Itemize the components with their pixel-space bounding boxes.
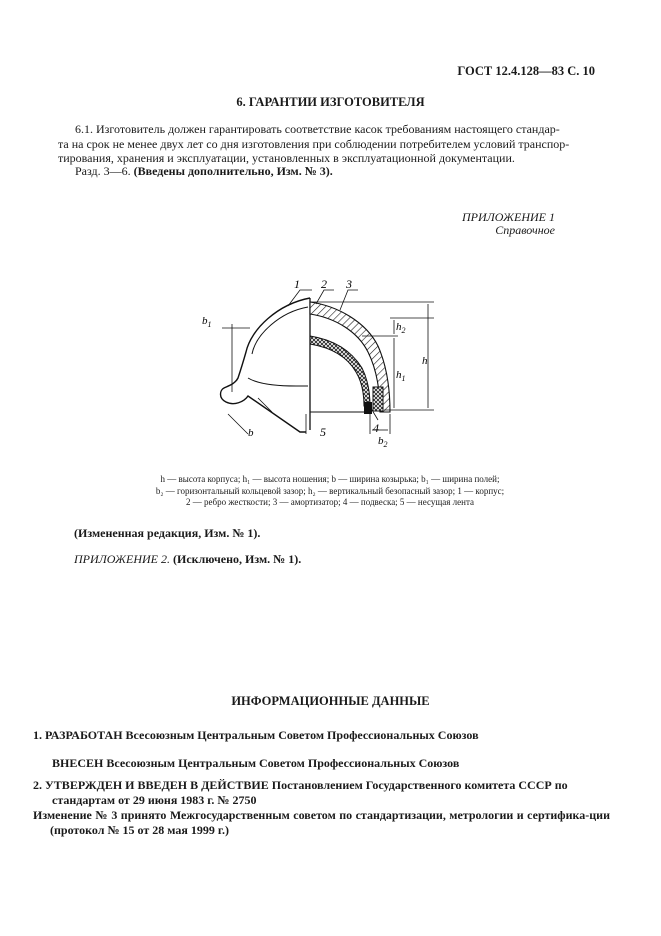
section-title: 6. ГАРАНТИИ ИЗГОТОВИТЕЛЯ bbox=[236, 95, 425, 109]
info-item-1b: ВНЕСЕН Всесоюзным Центральным Советом Профессиональных Союзов bbox=[52, 756, 460, 770]
caption-line: 2 — ребро жесткости; 3 — амортизатор; 4 — подвеска; 5 — несущая лента bbox=[186, 497, 474, 507]
label-2: 2 bbox=[321, 277, 327, 291]
paragraph-line: 6.1. Изготовитель должен гарантировать соответствие касок требованиям настоящего стандар- bbox=[75, 122, 560, 136]
page-header: ГОСТ 12.4.128—83 С. 10 bbox=[457, 64, 595, 78]
info-item-1: 1. РАЗРАБОТАН Всесоюзным Центральным Советом Профессиональных Союзов bbox=[33, 728, 479, 742]
caption-line: h — высота корпуса; h₁ — высота ношения; b — ширина козырька; b₁ — ширина полей; bbox=[160, 474, 500, 484]
caption-line: b₂ — горизонтальный кольцевой зазор; h₂ — вертикальный безопасный зазор; 1 — корпус; bbox=[155, 485, 505, 496]
info-item-2: 2. УТВЕРЖДЕН И ВВЕДЕН В ДЕЙСТВИЕ Постановлением Государственного комитета СССР по стандартам от 29 июня 1983 г. № 2750 bbox=[33, 778, 568, 807]
label-b: b bbox=[248, 427, 254, 439]
info-item-3: Изменение № 3 принято Межгосударственным советом по стандартизации, метрологии и сертифика-ции (протокол № 15 от 28 мая 1999 г.) bbox=[33, 808, 610, 837]
label-b1: $b_1$ bbox=[202, 315, 212, 329]
paragraph-6-1 bbox=[58, 122, 593, 166]
label-b2: $b_2$ bbox=[378, 435, 388, 449]
note-bold: (Введены дополнительно, Изм. № 3). bbox=[133, 164, 333, 178]
helmet-section-figure bbox=[188, 274, 458, 474]
appendix2-status: (Исключено, Изм. № 1). bbox=[172, 552, 302, 566]
appendix2-note bbox=[74, 552, 301, 567]
label-4: 4 bbox=[373, 421, 379, 435]
figure-caption bbox=[100, 474, 560, 509]
section-note bbox=[58, 164, 593, 179]
appendix-subtitle: Справочное bbox=[495, 223, 555, 237]
note-prefix: Разд. 3—6. bbox=[75, 164, 131, 178]
info-title: ИНФОРМАЦИОННЫЕ ДАННЫЕ bbox=[231, 694, 430, 708]
label-3: 3 bbox=[346, 277, 352, 291]
label-h: h bbox=[422, 355, 428, 367]
label-5: 5 bbox=[320, 425, 326, 439]
amended-note: (Измененная редакция, Изм. № 1). bbox=[74, 526, 261, 540]
appendix-title: ПРИЛОЖЕНИЕ 1 bbox=[462, 210, 555, 224]
paragraph-line: та на срок не менее двух лет со дня изготовления при соблюдении потребителем условий транспор- bbox=[58, 136, 570, 151]
appendix2-title: ПРИЛОЖЕНИЕ 2. bbox=[74, 552, 170, 566]
label-h1: $h_1$ bbox=[396, 369, 406, 383]
paragraph-line: тирования, хранения и эксплуатации, установленных в эксплуатационной документации. bbox=[58, 151, 515, 165]
label-h2: $h_2$ bbox=[396, 321, 406, 335]
helmet-shell-section bbox=[310, 302, 390, 414]
label-1: 1 bbox=[294, 277, 300, 291]
helmet-shell-outer bbox=[221, 298, 311, 432]
